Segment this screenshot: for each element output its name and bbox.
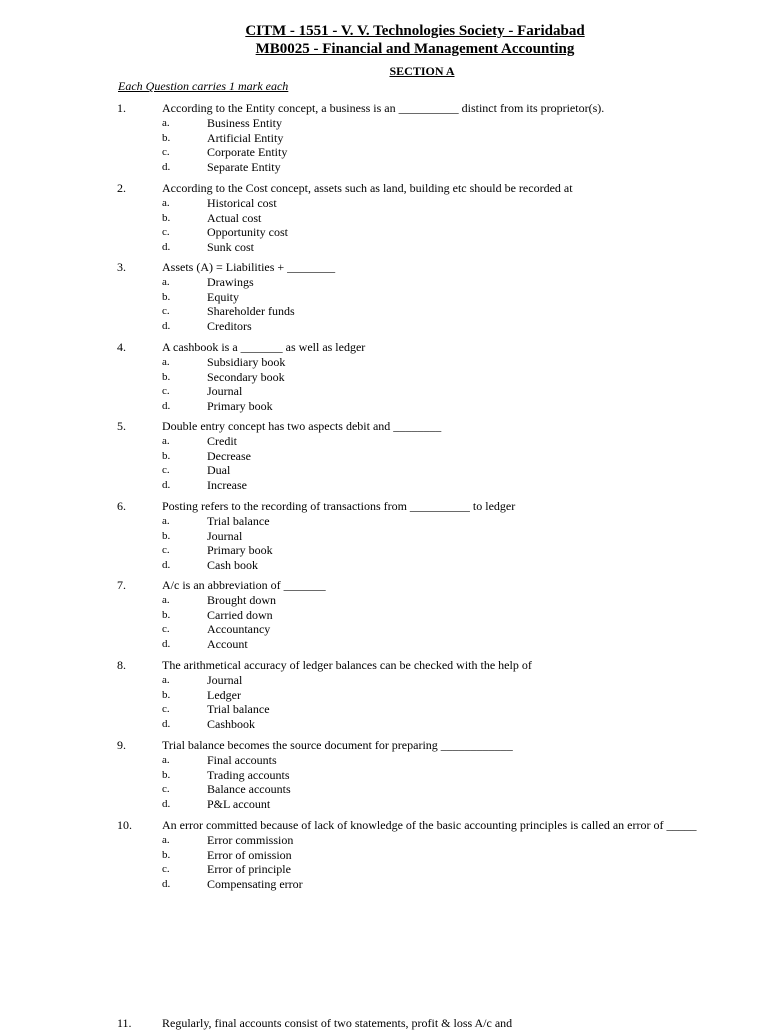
- answer-option: [0, 593, 768, 608]
- section-heading: SECTION A: [389, 64, 455, 78]
- option-text: Actual cost: [207, 210, 262, 225]
- answer-option: [0, 463, 768, 478]
- option-letter: d.: [162, 877, 171, 890]
- answer-option: [0, 225, 768, 240]
- option-letter: a.: [162, 435, 170, 447]
- answer-option: [0, 399, 768, 414]
- option-letter: c.: [162, 623, 170, 636]
- option-letter: a.: [162, 356, 170, 368]
- option-letter: c.: [162, 703, 170, 716]
- answer-option: [0, 211, 768, 226]
- option-letter: c.: [162, 146, 170, 159]
- option-letter: b.: [162, 848, 171, 861]
- answer-option: [0, 384, 768, 399]
- option-letter: a.: [162, 276, 170, 288]
- answer-option: [0, 768, 768, 783]
- answer-option: [0, 622, 768, 637]
- option-text: Ledger: [207, 687, 241, 702]
- answer-option: [0, 637, 768, 652]
- option-text: Separate Entity: [207, 159, 281, 174]
- option-letter: c.: [162, 305, 170, 318]
- option-text: Increase: [207, 477, 247, 492]
- option-text: Error of omission: [207, 847, 292, 862]
- option-letter: c.: [162, 464, 170, 477]
- option-text: Error commission: [207, 833, 294, 847]
- option-text: Trial balance: [207, 514, 270, 528]
- option-text: Artificial Entity: [207, 130, 284, 145]
- option-letter: a.: [162, 834, 170, 846]
- answer-option: [0, 848, 768, 863]
- option-letter: d.: [162, 319, 171, 332]
- answer-option: [0, 529, 768, 544]
- answer-option: [0, 145, 768, 160]
- answer-option: [0, 877, 768, 892]
- answer-option: [0, 160, 768, 175]
- answer-option: [0, 304, 768, 319]
- option-text: Drawings: [207, 275, 254, 289]
- option-letter: c.: [162, 385, 170, 398]
- option-text: Creditors: [207, 318, 252, 333]
- answer-option: [0, 702, 768, 717]
- option-text: Sunk cost: [207, 239, 255, 254]
- option-letter: c.: [162, 544, 170, 557]
- question-number: 2.: [117, 181, 126, 195]
- document-title: CITM - 1551 - V. V. Technologies Society - Faridabad: [245, 23, 585, 39]
- option-letter: b.: [162, 529, 171, 542]
- option-text: Trading accounts: [207, 767, 290, 782]
- option-text: Brought down: [207, 593, 276, 607]
- answer-option: [0, 290, 768, 305]
- answer-option: [0, 782, 768, 797]
- option-text: Balance accounts: [207, 782, 291, 797]
- answer-option: [0, 862, 768, 877]
- option-text: Corporate Entity: [207, 145, 288, 160]
- answer-option: [0, 753, 768, 768]
- marks-note: Each Question carries 1 mark each: [118, 79, 289, 93]
- question-text: Assets (A) = Liabilities + ________: [162, 260, 336, 274]
- option-letter: b.: [162, 768, 171, 781]
- answer-option: [0, 240, 768, 255]
- question-text: According to the Cost concept, assets such as land, building etc should be recorded at: [162, 181, 573, 195]
- option-text: Journal: [207, 673, 243, 687]
- answer-option: [0, 196, 768, 211]
- option-text: Shareholder funds: [207, 304, 295, 319]
- question-number: 4.: [117, 340, 126, 354]
- option-text: Historical cost: [207, 196, 277, 210]
- option-text: Account: [207, 636, 248, 651]
- option-letter: b.: [162, 370, 171, 383]
- answer-option: [0, 543, 768, 558]
- question-number: 6.: [117, 499, 126, 513]
- option-text: Decrease: [207, 448, 251, 463]
- question-number: 10.: [117, 818, 132, 832]
- option-letter: d.: [162, 637, 171, 650]
- option-text: Carried down: [207, 607, 273, 622]
- option-letter: b.: [162, 688, 171, 701]
- option-text: Accountancy: [207, 622, 271, 637]
- answer-option: [0, 370, 768, 385]
- question-text: Regularly, final accounts consist of two statements, profit & loss A/c and: [162, 1016, 513, 1030]
- question-text: A cashbook is a _______ as well as ledger: [162, 340, 366, 354]
- option-letter: a.: [162, 674, 170, 686]
- question-text: An error committed because of lack of knowledge of the basic accounting principles is called an error of _____: [162, 818, 697, 832]
- question-text: Double entry concept has two aspects debit and ________: [162, 419, 442, 433]
- option-letter: a.: [162, 515, 170, 527]
- option-text: Journal: [207, 384, 243, 399]
- question-text: According to the Entity concept, a business is an __________ distinct from its proprietor(s).: [162, 101, 605, 115]
- option-text: Primary book: [207, 543, 273, 558]
- answer-option: [0, 449, 768, 464]
- answer-option: [0, 478, 768, 493]
- option-text: Dual: [207, 463, 231, 478]
- answer-option: [0, 673, 768, 688]
- option-text: Credit: [207, 434, 237, 448]
- document-subtitle: MB0025 - Financial and Management Accounting: [255, 41, 575, 57]
- question-text: A/c is an abbreviation of _______: [162, 578, 326, 592]
- option-letter: d.: [162, 717, 171, 730]
- answer-option: [0, 116, 768, 131]
- answer-option: [0, 275, 768, 290]
- option-letter: a.: [162, 594, 170, 606]
- answer-option: [0, 131, 768, 146]
- answer-option: [0, 797, 768, 812]
- question-number: 11.: [117, 1016, 132, 1030]
- option-letter: d.: [162, 797, 171, 810]
- question-text: Trial balance becomes the source document for preparing ____________: [162, 738, 513, 752]
- option-text: Subsidiary book: [207, 355, 286, 369]
- question-number: 9.: [117, 738, 126, 752]
- answer-option: [0, 608, 768, 623]
- option-text: Trial balance: [207, 702, 270, 717]
- option-text: Business Entity: [207, 116, 283, 130]
- option-text: Equity: [207, 289, 239, 304]
- question-number: 7.: [117, 578, 126, 592]
- option-letter: b.: [162, 290, 171, 303]
- option-text: Cash book: [207, 557, 258, 572]
- question-text: The arithmetical accuracy of ledger balances can be checked with the help of: [162, 658, 532, 672]
- question-number: 3.: [117, 260, 126, 274]
- option-letter: b.: [162, 608, 171, 621]
- option-letter: b.: [162, 131, 171, 144]
- answer-option: [0, 558, 768, 573]
- option-text: Secondary book: [207, 369, 285, 384]
- option-letter: c.: [162, 863, 170, 876]
- option-letter: d.: [162, 399, 171, 412]
- option-letter: d.: [162, 160, 171, 173]
- answer-option: [0, 833, 768, 848]
- answer-option: [0, 319, 768, 334]
- answer-option: [0, 514, 768, 529]
- option-letter: b.: [162, 211, 171, 224]
- answer-option: [0, 717, 768, 732]
- option-text: Opportunity cost: [207, 225, 288, 240]
- option-text: Final accounts: [207, 753, 277, 767]
- question-text: Posting refers to the recording of transactions from __________ to ledger: [162, 499, 516, 513]
- question-number: 1.: [117, 101, 126, 115]
- option-letter: c.: [162, 226, 170, 239]
- option-letter: d.: [162, 478, 171, 491]
- option-letter: d.: [162, 240, 171, 253]
- answer-option: [0, 688, 768, 703]
- option-letter: c.: [162, 783, 170, 796]
- option-letter: b.: [162, 449, 171, 462]
- option-letter: d.: [162, 558, 171, 571]
- answer-option: [0, 355, 768, 370]
- option-text: Cashbook: [207, 716, 255, 731]
- answer-option: [0, 434, 768, 449]
- question-number: 8.: [117, 658, 126, 672]
- option-text: Error of principle: [207, 862, 291, 877]
- option-letter: a.: [162, 117, 170, 129]
- option-text: Compensating error: [207, 876, 303, 891]
- option-letter: a.: [162, 197, 170, 209]
- option-text: Journal: [207, 528, 243, 543]
- option-letter: a.: [162, 754, 170, 766]
- option-text: P&L account: [207, 796, 271, 811]
- question-number: 5.: [117, 419, 126, 433]
- option-text: Primary book: [207, 398, 273, 413]
